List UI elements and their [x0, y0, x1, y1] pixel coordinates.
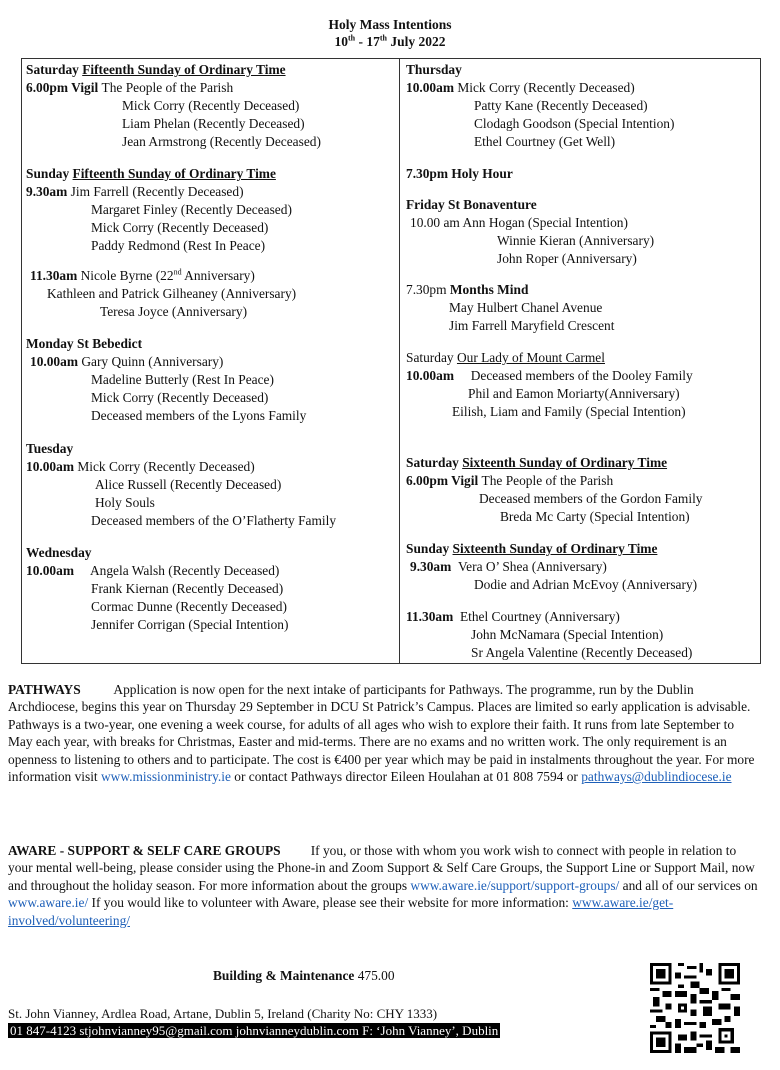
sat2-line-1: 6.00pm Vigil The People of the Parish — [406, 473, 614, 488]
missionministry-link[interactable]: www.missionministry.ie — [100, 769, 231, 785]
fri-heading: Friday St Bonaventure — [406, 197, 537, 212]
aware-paragraph: AWARE - SUPPORT & SELF CARE GROUPS If you, or those with whom you work wish to connect with people in relation to your mental well-being, please consider using the Phone-in and Zoom Support & Self Care Groups, the Support Line or Support Mail, now and throughout the holiday season. For more information about the groups www.aware.ie/support/support-groups/ and all of our services on www.aware.ie/ If you would like to volunteer with Aware, please see their website for more information: www.aware.ie/get-involved/volunteering/ — [8, 843, 758, 928]
sun-heading: Sunday Fifteenth Sunday of Ordinary Time — [26, 166, 276, 181]
sun2-line-3: Teresa Joyce (Anniversary) — [100, 304, 248, 319]
sun3-line-2: John McNamara (Special Intention) — [471, 627, 664, 642]
tue-line-1: 10.00am Mick Corry (Recently Deceased) — [26, 459, 255, 474]
sun2-right-line-1: 9.30am Vera O’ Shea (Anniversary) — [410, 559, 607, 574]
aware-home-link[interactable]: www.aware.ie/ — [8, 895, 89, 911]
sat2-line-3: Breda Mc Carty (Special Intention) — [500, 509, 690, 524]
thu-line-4: Ethel Courtney (Get Well) — [474, 134, 616, 149]
mon-line-2: Madeline Butterly (Rest In Peace) — [91, 372, 274, 387]
wed-line-4: Jennifer Corrigan (Special Intention) — [91, 617, 289, 632]
sat-line-3: Liam Phelan (Recently Deceased) — [122, 116, 305, 131]
aware-heading: AWARE - SUPPORT & SELF CARE GROUPS — [8, 843, 281, 858]
olmc-line-2: Phil and Eamon Moriarty(Anniversary) — [468, 386, 680, 401]
sun3-line-3: Sr Angela Valentine (Recently Deceased) — [471, 645, 693, 660]
sat-line-1: 6.00pm Vigil The People of the Parish — [26, 80, 234, 95]
sun-line-1: 9.30am Jim Farrell (Recently Deceased) — [26, 184, 244, 199]
sun2-line-1: 11.30am Nicole Byrne (22nd Anniversary) — [30, 267, 255, 283]
sat2-heading: Saturday Sixteenth Sunday of Ordinary Time — [406, 455, 668, 470]
sun-line-3: Mick Corry (Recently Deceased) — [91, 220, 269, 235]
thu-heading: Thursday — [406, 62, 462, 77]
fri-line-3: John Roper (Anniversary) — [497, 251, 637, 266]
thu-line-3: Clodagh Goodson (Special Intention) — [474, 116, 675, 131]
thu-line-2: Patty Kane (Recently Deceased) — [474, 98, 648, 113]
months-mind-heading: 7.30pm Months Mind — [406, 282, 529, 297]
mass-intentions-table — [21, 58, 761, 664]
mon-line-1: 10.00am Gary Quinn (Anniversary) — [30, 354, 224, 369]
wed-line-2: Frank Kiernan (Recently Deceased) — [91, 581, 284, 596]
months-mind-line-1: May Hulbert Chanel Avenue — [449, 300, 603, 315]
holy-hour: 7.30pm Holy Hour — [406, 166, 513, 181]
aware-support-groups-link[interactable]: www.aware.ie/support/support-groups/ — [410, 877, 620, 893]
pathways-heading: PATHWAYS — [8, 682, 81, 697]
wed-line-1: 10.00am Angela Walsh (Recently Deceased) — [26, 563, 280, 578]
thu-line-1: 10.00am Mick Corry (Recently Deceased) — [406, 80, 635, 95]
page-title: Holy Mass Intentions — [328, 17, 452, 32]
qr-code-icon[interactable] — [650, 963, 740, 1053]
olmc-line-3: Eilish, Liam and Family (Special Intention) — [452, 404, 686, 419]
column-divider — [399, 59, 400, 663]
tue-line-3: Holy Souls — [95, 495, 155, 510]
tue-line-4: Deceased members of the O’Flatherty Family — [91, 513, 337, 528]
mon-line-3: Mick Corry (Recently Deceased) — [91, 390, 269, 405]
sat2-line-2: Deceased members of the Gordon Family — [479, 491, 703, 506]
mon-line-4: Deceased members of the Lyons Family — [91, 408, 307, 423]
wed-line-3: Cormac Dunne (Recently Deceased) — [91, 599, 287, 614]
building-maintenance: Building & Maintenance 475.00 — [213, 968, 395, 983]
wed-heading: Wednesday — [26, 545, 92, 560]
sat-heading: Saturday Fifteenth Sunday of Ordinary Time — [26, 62, 286, 77]
olmc-heading: Saturday Our Lady of Mount Carmel — [406, 350, 605, 365]
date-range: 10th - 17th July 2022 — [334, 33, 446, 49]
sun2-right-line-2: Dodie and Adrian McEvoy (Anniversary) — [474, 577, 698, 592]
fri-line-2: Winnie Kieran (Anniversary) — [497, 233, 655, 248]
pathways-email-link[interactable]: pathways@dublindiocese.ie — [581, 769, 732, 785]
olmc-line-1: 10.00am Deceased members of the Dooley Family — [406, 368, 693, 383]
fri-line-1: 10.00 am Ann Hogan (Special Intention) — [410, 215, 628, 230]
sun3-line-1: 11.30am Ethel Courtney (Anniversary) — [406, 609, 620, 624]
mon-heading: Monday St Bebedict — [26, 336, 143, 351]
months-mind-line-2: Jim Farrell Maryfield Crescent — [449, 318, 615, 333]
sun2-right-heading: Sunday Sixteenth Sunday of Ordinary Time — [406, 541, 658, 556]
sat-line-2: Mick Corry (Recently Deceased) — [122, 98, 300, 113]
sat-line-4: Jean Armstrong (Recently Deceased) — [122, 134, 321, 149]
sun-line-2: Margaret Finley (Recently Deceased) — [91, 202, 292, 217]
footer-address: St. John Vianney, Ardlea Road, Artane, Dublin 5, Ireland (Charity No: CHY 1333) — [8, 1006, 438, 1021]
aware-volunteering-link[interactable]: www.aware.ie/get-involved/volunteering/ — [8, 895, 674, 928]
footer-contact: 01 847-4123 stjohnvianney95@gmail.com johnvianneydublin.com F: ‘John Vianney’, Dublin — [10, 1023, 499, 1038]
sun2-line-2: Kathleen and Patrick Gilheaney (Anniversary) — [47, 286, 297, 301]
pathways-paragraph: PATHWAYS Application is now open for the next intake of participants for Pathways. The programme, run by the Dublin Archdiocese, begins this year on Thursday 29 September in DCU St Patrick’s Campus. Places are limited so early application is advisable. Pathways is a two-year, one evening a week course, for adults of all ages who wish to explore their faith. It runs from late September to May each year, with breaks for Christmas, Easter and mid-terms. There are no exams and no written work. The only requirement is an openness to listening to others and to participate. The cost is €400 per year which may be paid in instalments throughout the year. For more information visit www.missionministry.ie or contact Pathways director Eileen Houlahan at 01 808 7594 or pathways@dublindiocese.ie — [8, 682, 755, 785]
tue-heading: Tuesday — [26, 441, 74, 456]
tue-line-2: Alice Russell (Recently Deceased) — [95, 477, 282, 492]
sun-line-4: Paddy Redmond (Rest In Peace) — [91, 238, 266, 253]
